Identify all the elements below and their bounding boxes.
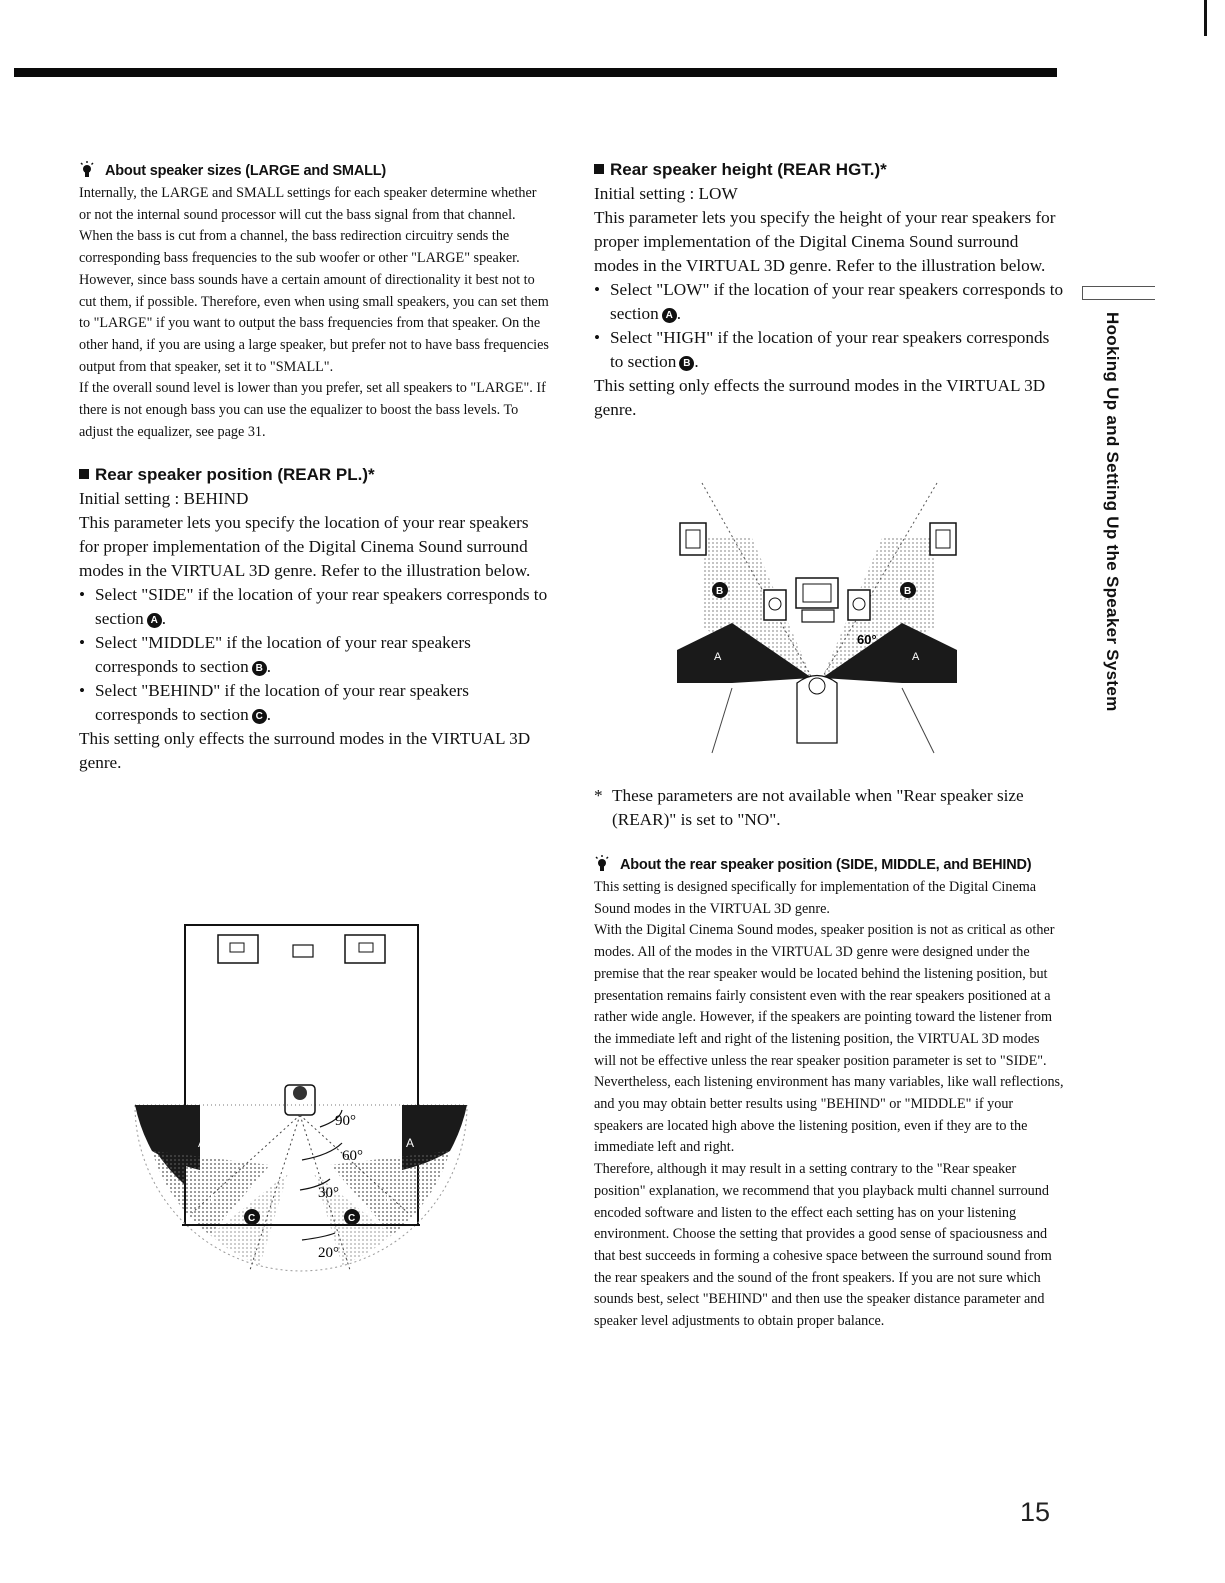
section-marker: A [147, 613, 162, 628]
square-bullet-icon [79, 469, 89, 479]
zone-label: C [248, 1213, 256, 1224]
section-heading [79, 465, 549, 485]
tip-paragraph: Internally, the LARGE and SMALL settings for each speaker determine whether or not the internal sound processor will cut the bass signal from that channel. When the bass is cut from a channel, the bass redirection circuitry sends the corresponding bass frequencies to the sub woofer or other "LARGE" speaker. However, since bass sounds have a certain amount of directionality it best not to cut them, if possible. Therefore, even when using small speakers, you can set them to "LARGE" if you want to output the bass frequencies from that speaker. On the other hand, if you are using a large speaker, but prefer not to have bass frequencies output from that speaker, set it to "SMALL". [79, 185, 549, 375]
option-text: Select "MIDDLE" if the location of your rear speakers corresponds to section [95, 633, 471, 677]
side-tab-label: Hooking Up and Setting Up the Speaker System [1103, 312, 1122, 712]
angle-label: 60° [342, 1148, 363, 1164]
section-marker: C [252, 709, 267, 724]
initial-setting: Initial setting : LOW [594, 184, 738, 203]
tip-heading [79, 160, 549, 179]
option-item: • Select "LOW" if the location of your rear speakers corresponds to section A . [594, 278, 1064, 326]
page-number: 15 [1020, 1497, 1051, 1527]
section-marker: B [252, 661, 267, 676]
rear-left-speaker [680, 523, 706, 555]
tv [796, 578, 838, 608]
section-outro: This setting only effects the surround modes in the VIRTUAL 3D genre. [79, 729, 531, 773]
angle-label: 20° [318, 1245, 339, 1261]
front-left-speaker [764, 590, 786, 620]
section-intro: This parameter lets you specify the height of your rear speakers for proper implementation of the Digital Cinema Sound surround modes in the VIRTUAL 3D genre. Refer to the illustration below. [594, 208, 1056, 275]
section-intro: This parameter lets you specify the location of your rear speakers for proper implementation of the Digital Cinema Sound surround modes in the VIRTUAL 3D genre. Refer to the illustration below. [79, 513, 531, 581]
option-item: • Select "BEHIND" if the location of your rear speakers corresponds to section C . [79, 679, 549, 727]
option-item: • Select "HIGH" if the location of your rear speakers corresponds to section B . [594, 326, 1064, 374]
zone-label: B [210, 1192, 219, 1206]
front-right-speaker [345, 935, 385, 963]
footnote: * These parameters are not available when "Rear speaker size (REAR)" is set to "NO". [594, 786, 1024, 829]
front-right-speaker [848, 590, 870, 620]
angle-label: 30° [318, 1185, 339, 1201]
option-item: • Select "SIDE" if the location of your rear speakers corresponds to section A . [79, 583, 549, 631]
section-title: Rear speaker height (REAR HGT.)* [610, 160, 887, 179]
center-speaker [802, 610, 834, 622]
option-list [594, 278, 1064, 374]
option-list [79, 583, 549, 727]
zone-label: B [904, 586, 912, 597]
rear-position-diagram [130, 915, 470, 1295]
option-text: Select "BEHIND" if the location of your rear speakers corresponds to section [95, 681, 469, 725]
left-column [79, 160, 549, 775]
lightbulb-icon [79, 160, 101, 178]
tip-paragraph: This setting is designed specifically for implementation of the Digital Cinema Sound modes in the VIRTUAL 3D genre. [594, 879, 1037, 917]
option-text: Select "HIGH" if the location of your rear speakers corresponds to section [610, 328, 1050, 371]
zone-label: A [714, 651, 722, 663]
zone-label: A [198, 1136, 207, 1150]
lightbulb-icon [594, 854, 616, 872]
tip-paragraph: Therefore, although it may result in a setting contrary to the "Rear speaker position" explanation, we recommend that you playback multi channel surround encoded software and listen to the effect each setting has on your listening environment. Choose the setting that provides a good sense of spaciousness and that best succeeds in forming a cohesive space between the surround sound from the rear speakers and the sound of the front speakers. If you are not sure which sounds best, select "BEHIND" and then use the speaker distance parameter and speaker level adjustments to obtain proper balance. [594, 1161, 1052, 1330]
zone-label: A [406, 1136, 415, 1150]
side-tab-marker [1082, 286, 1155, 300]
angle-label: 90° [335, 1113, 356, 1129]
tip-title: About speaker sizes (LARGE and SMALL) [105, 163, 387, 179]
angle-label: 60° [857, 632, 877, 647]
section-marker: B [679, 356, 694, 371]
option-text: Select "SIDE" if the location of your rear speakers corresponds to section [95, 585, 548, 629]
option-text: Select "LOW" if the location of your rear speakers corresponds to section [610, 280, 1064, 323]
zone-label: A [912, 651, 920, 663]
right-lower [594, 784, 1064, 1333]
option-item: • Select "MIDDLE" if the location of your rear speakers corresponds to section B . [79, 631, 549, 679]
square-bullet-icon [594, 164, 604, 174]
section-heading [594, 160, 1064, 180]
front-left-speaker [218, 935, 258, 963]
edge-mark [1204, 0, 1207, 36]
section-outro: This setting only effects the surround modes in the VIRTUAL 3D genre. [594, 376, 1046, 419]
initial-setting: Initial setting : BEHIND [79, 489, 249, 509]
tip-paragraph: If the overall sound level is lower than you prefer, set all speakers to "LARGE". If there is not enough bass you can use the equalizer to boost the bass levels. To adjust the equalizer, see page 31. [79, 380, 546, 440]
zone-label: B [716, 586, 724, 597]
rear-height-diagram [672, 478, 962, 758]
center-speaker [293, 945, 313, 957]
zone-label: B [386, 1192, 395, 1206]
tip-title: About the rear speaker position (SIDE, MIDDLE, and BEHIND) [620, 857, 1032, 873]
section-title: Rear speaker position (REAR PL.)* [95, 465, 375, 485]
rear-right-speaker [930, 523, 956, 555]
tip-paragraph: With the Digital Cinema Sound modes, speaker position is not as critical as other modes. All of the modes in the VIRTUAL 3D genre were designed under the premise that the rear speaker would be located behind the listening position, but presentation remains fairly consistent even with the rear speakers positioned at a rather wide angle. However, if the speakers are pointing toward the listener from the immediate left and right of the listening position, the VIRTUAL 3D modes will not be effective unless the rear speaker position parameter is set to "SIDE". Nevertheless, each listening environment has many variables, like wall reflections, and you may obtain better results using "BEHIND" or "MIDDLE" if your speakers are located high above the listening position, even if they are to the immediate left and right. [594, 922, 1064, 1156]
top-rule [14, 68, 1057, 77]
listener-seat [797, 676, 837, 744]
tip-heading [594, 854, 1064, 873]
footnote-text: These parameters are not available when "Rear speaker size (REAR)" is set to "NO". [612, 786, 1024, 829]
zone-label: C [348, 1213, 356, 1224]
right-column [594, 160, 1064, 422]
section-marker: A [662, 308, 677, 323]
